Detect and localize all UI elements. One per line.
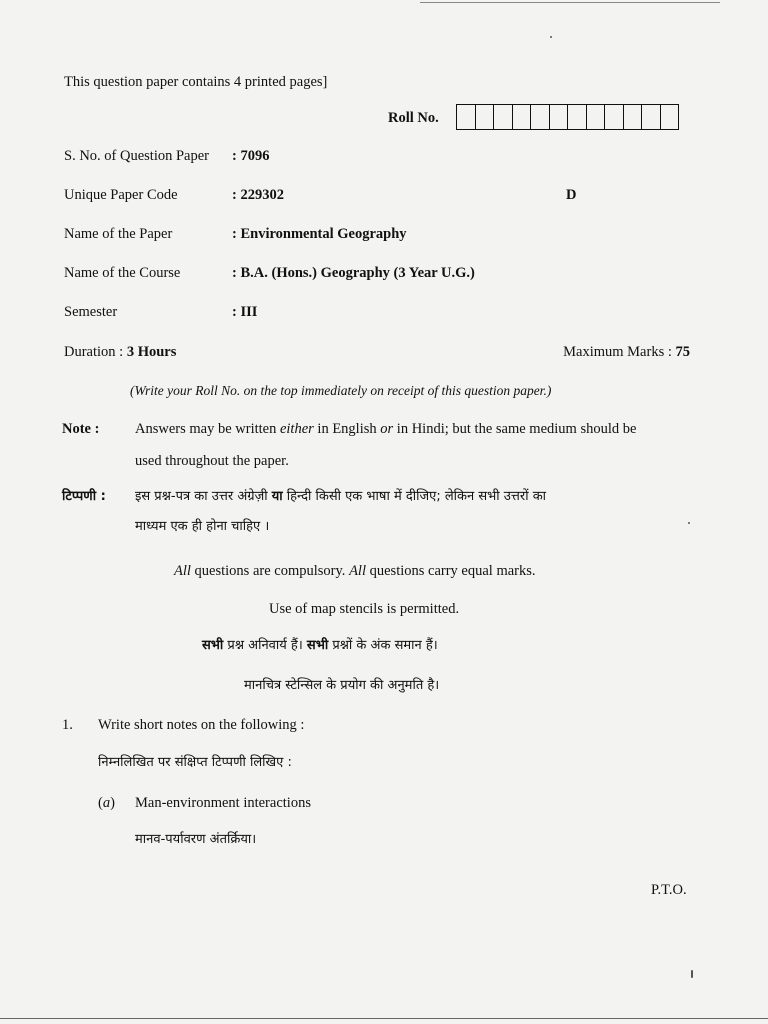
question-number: 1. <box>62 717 73 733</box>
maximum-marks: Maximum Marks : 75 <box>563 344 690 360</box>
hindi-stencil-line: मानचित्र स्टेन्सिल के प्रयोग की अनुमति है। <box>244 678 440 693</box>
pages-note: This question paper contains 4 printed pages] <box>64 74 328 90</box>
pto-marker: P.T.O. <box>651 882 687 898</box>
hindi-note-line-1: इस प्रश्न-पत्र का उत्तर अंग्रेज़ी या हिन्दी किसी एक भाषा में दीजिए; लेकिन सभी उत्तरों का <box>135 489 547 504</box>
hindi-note-line-2: माध्यम एक ही होना चाहिए । <box>135 519 270 534</box>
scan-speck <box>688 522 690 524</box>
meta-label-course: Name of the Course <box>64 265 181 281</box>
note-line-2: used throughout the paper. <box>135 453 289 469</box>
sub-question-a-text: Man-environment interactions <box>135 795 311 811</box>
duration: Duration : 3 Hours <box>64 344 177 360</box>
stencil-line: Use of map stencils is permitted. <box>269 601 460 617</box>
meta-value-paper-name: : Environmental Geography <box>232 226 407 242</box>
scan-speck <box>691 970 693 978</box>
bottom-edge-line <box>0 1018 768 1019</box>
meta-label-semester: Semester <box>64 304 118 320</box>
meta-value-paper-code: : 229302 <box>232 187 284 203</box>
meta-label-serial: S. No. of Question Paper <box>64 148 209 164</box>
note-label: Note : <box>62 421 100 437</box>
roll-instruction: (Write your Roll No. on the top immediately on receipt of this question paper.) <box>130 383 552 398</box>
meta-label-paper-code: Unique Paper Code <box>64 187 178 203</box>
meta-value-course: : B.A. (Hons.) Geography (3 Year U.G.) <box>232 265 475 281</box>
sub-question-a-hindi: मानव-पर्यावरण अंतर्क्रिया। <box>135 832 257 847</box>
note-line-1: Answers may be written either in English or in Hindi; but the same medium should be <box>135 421 637 437</box>
set-letter: D <box>566 187 577 203</box>
hindi-compulsory-line: सभी प्रश्न अनिवार्य हैं। सभी प्रश्नों के अंक समान हैं। <box>202 638 438 653</box>
question-text: Write short notes on the following : <box>98 717 305 733</box>
roll-no-boxes[interactable] <box>456 104 679 130</box>
roll-no-label: Roll No. <box>388 110 439 126</box>
hindi-note-label: टिप्पणी : <box>62 489 106 504</box>
meta-label-paper-name: Name of the Paper <box>64 226 173 242</box>
compulsory-line: All questions are compulsory. All questions carry equal marks. <box>174 563 536 579</box>
scan-speck <box>550 36 552 38</box>
question-hindi: निम्नलिखित पर संक्षिप्त टिप्पणी लिखिए : <box>98 755 292 770</box>
sub-question-a-label: (a) <box>98 795 115 811</box>
top-edge-line <box>420 2 720 3</box>
meta-value-serial: : 7096 <box>232 148 270 164</box>
meta-value-semester: : III <box>232 304 258 320</box>
